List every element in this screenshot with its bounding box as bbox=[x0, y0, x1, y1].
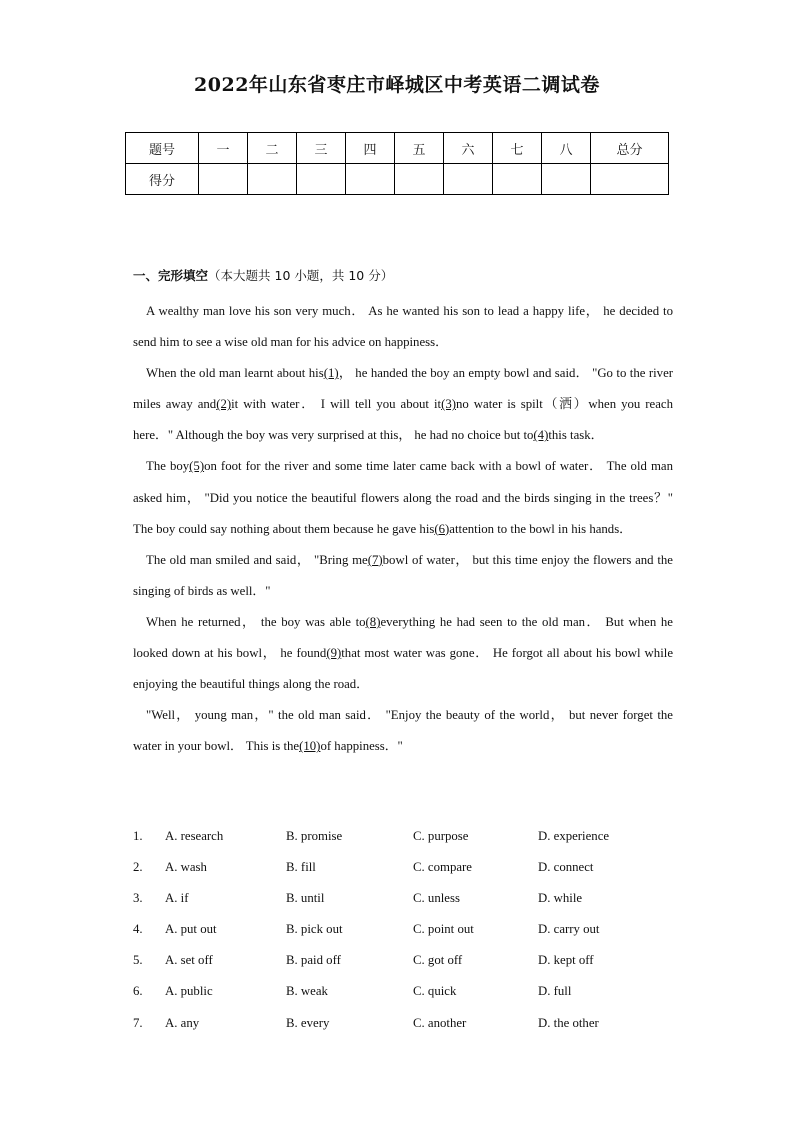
section-heading bbox=[133, 266, 393, 284]
question-row bbox=[133, 950, 673, 981]
option-a: A. if bbox=[165, 891, 189, 906]
passage-text: bowl of water， but this time enjoy the flowers and the singing of birds as well．" bbox=[133, 552, 673, 598]
question-number: 6. bbox=[133, 984, 143, 999]
option-c: C. point out bbox=[413, 922, 474, 937]
paragraph-1 bbox=[133, 296, 673, 358]
question-number: 7. bbox=[133, 1015, 143, 1030]
option-b: B. paid off bbox=[286, 953, 341, 968]
option-d: D. the other bbox=[538, 1015, 599, 1030]
passage-text: everything he had seen to the old man． But when he looked down at his bowl， he found bbox=[133, 614, 673, 661]
header-cell: 八 bbox=[542, 133, 591, 164]
question-number: 5. bbox=[133, 953, 143, 968]
question-row bbox=[133, 1013, 673, 1044]
question-number: 2. bbox=[133, 860, 143, 875]
option-c: C. compare bbox=[413, 860, 472, 875]
header-cell: 七 bbox=[493, 133, 542, 164]
blank-7: (7) bbox=[367, 552, 383, 567]
question-number: 4. bbox=[133, 922, 143, 937]
option-b: B. weak bbox=[286, 984, 328, 999]
option-c: C. unless bbox=[413, 891, 460, 906]
header-cell: 题号 bbox=[126, 133, 199, 164]
question-row bbox=[133, 981, 673, 1012]
paragraph-6 bbox=[133, 700, 673, 762]
header-cell: 五 bbox=[395, 133, 444, 164]
score-cell bbox=[346, 164, 395, 195]
score-cell bbox=[591, 164, 669, 195]
blank-1: (1) bbox=[323, 366, 339, 381]
score-cell bbox=[395, 164, 444, 195]
option-c: C. quick bbox=[413, 984, 457, 999]
option-b: B. every bbox=[286, 1015, 330, 1030]
paragraph-3 bbox=[133, 451, 673, 544]
passage-text: of happiness．" bbox=[320, 739, 403, 754]
option-b: B. until bbox=[286, 891, 325, 906]
blank-2: (2) bbox=[216, 397, 232, 412]
blank-9: (9) bbox=[326, 646, 342, 661]
passage-text: The old man smiled and said， "Bring me bbox=[146, 552, 368, 567]
header-cell: 一 bbox=[199, 133, 248, 164]
option-d: D. connect bbox=[538, 860, 594, 875]
blank-3: (3) bbox=[441, 397, 456, 412]
question-row bbox=[133, 888, 673, 919]
option-d: D. carry out bbox=[538, 922, 600, 937]
option-a: A. any bbox=[165, 1015, 200, 1030]
option-a: A. public bbox=[165, 984, 213, 999]
passage-text: When the old man learnt about his bbox=[146, 366, 324, 381]
passage-text: attention to the bowl in his hands． bbox=[449, 521, 632, 536]
page-title: 2022年山东省枣庄市峄城区中考英语二调试卷 bbox=[194, 74, 600, 96]
score-table bbox=[125, 132, 669, 195]
row-label-cell: 得分 bbox=[126, 164, 199, 195]
question-row bbox=[133, 919, 673, 950]
header-cell: 六 bbox=[444, 133, 493, 164]
passage-text: on foot for the river and some time later came back with a bowl of water． The old man asked him， "Did you notice the beautiful flowers along the road and the birds singing in the trees？" The boy could say nothing about them because he gave his bbox=[133, 459, 673, 536]
option-b: B. promise bbox=[286, 829, 343, 843]
header-cell: 二 bbox=[248, 133, 297, 164]
cloze-passage bbox=[133, 296, 673, 762]
paragraph-4 bbox=[133, 545, 673, 607]
blank-5: (5) bbox=[189, 459, 205, 474]
blank-8: (8) bbox=[365, 614, 381, 629]
passage-text: ， he handed the boy an empty bowl and said． "Go to the river miles away and bbox=[133, 366, 674, 412]
blank-6: (6) bbox=[434, 521, 450, 536]
blank-10: (10) bbox=[299, 739, 321, 754]
paragraph-2 bbox=[133, 358, 673, 451]
score-cell bbox=[199, 164, 248, 195]
section-note: （本大题共 10 小题，共 10 分） bbox=[208, 268, 394, 283]
passage-text: no water is spilt（洒）when you reach here．" Although the boy was very surprised at this， he had no choice but to bbox=[133, 397, 673, 443]
option-a: A. set off bbox=[165, 953, 213, 968]
header-cell: 总分 bbox=[591, 133, 669, 164]
question-number: 1. bbox=[133, 829, 143, 843]
option-b: B. fill bbox=[286, 860, 316, 875]
passage-text: "Well， young man，" the old man said． "Enjoy the beauty of the world， but never forget the water in your bowl． This is the bbox=[133, 708, 673, 754]
score-cell bbox=[444, 164, 493, 195]
option-a: A. research bbox=[165, 829, 224, 843]
score-cell bbox=[297, 164, 346, 195]
option-a: A. put out bbox=[165, 922, 217, 937]
section-label: 一、完形填空 bbox=[133, 268, 209, 283]
passage-text: The boy bbox=[146, 459, 190, 474]
question-number: 3. bbox=[133, 891, 143, 906]
blank-4: (4) bbox=[533, 428, 549, 443]
question-row bbox=[133, 826, 673, 857]
header-cell: 三 bbox=[297, 133, 346, 164]
score-cell bbox=[542, 164, 591, 195]
option-c: C. purpose bbox=[413, 829, 469, 843]
score-table-score-row bbox=[126, 164, 669, 195]
option-d: D. full bbox=[538, 984, 572, 999]
option-c: C. got off bbox=[413, 953, 463, 968]
score-cell bbox=[493, 164, 542, 195]
option-b: B. pick out bbox=[286, 922, 343, 937]
passage-text: A wealthy man love his son very much． As he wanted his son to lead a happy life， he decided to send him to see a wise old man for his advice on happiness． bbox=[133, 304, 673, 350]
score-cell bbox=[248, 164, 297, 195]
score-table-header-row bbox=[126, 133, 669, 164]
option-d: D. while bbox=[538, 891, 583, 906]
option-d: D. kept off bbox=[538, 953, 594, 968]
option-d: D. experience bbox=[538, 829, 610, 843]
option-c: C. another bbox=[413, 1015, 467, 1030]
option-a: A. wash bbox=[165, 860, 207, 875]
passage-text: When he returned， the boy was able to bbox=[146, 614, 366, 629]
passage-text: that most water was gone． He forgot all about his bowl while enjoying the beautiful things along the road． bbox=[133, 646, 673, 692]
question-row bbox=[133, 857, 673, 888]
paragraph-5 bbox=[133, 607, 673, 700]
question-options bbox=[133, 826, 673, 1044]
header-cell: 四 bbox=[346, 133, 395, 164]
passage-text: it with water． I will tell you about it bbox=[231, 397, 442, 412]
passage-text: this task． bbox=[548, 428, 604, 443]
